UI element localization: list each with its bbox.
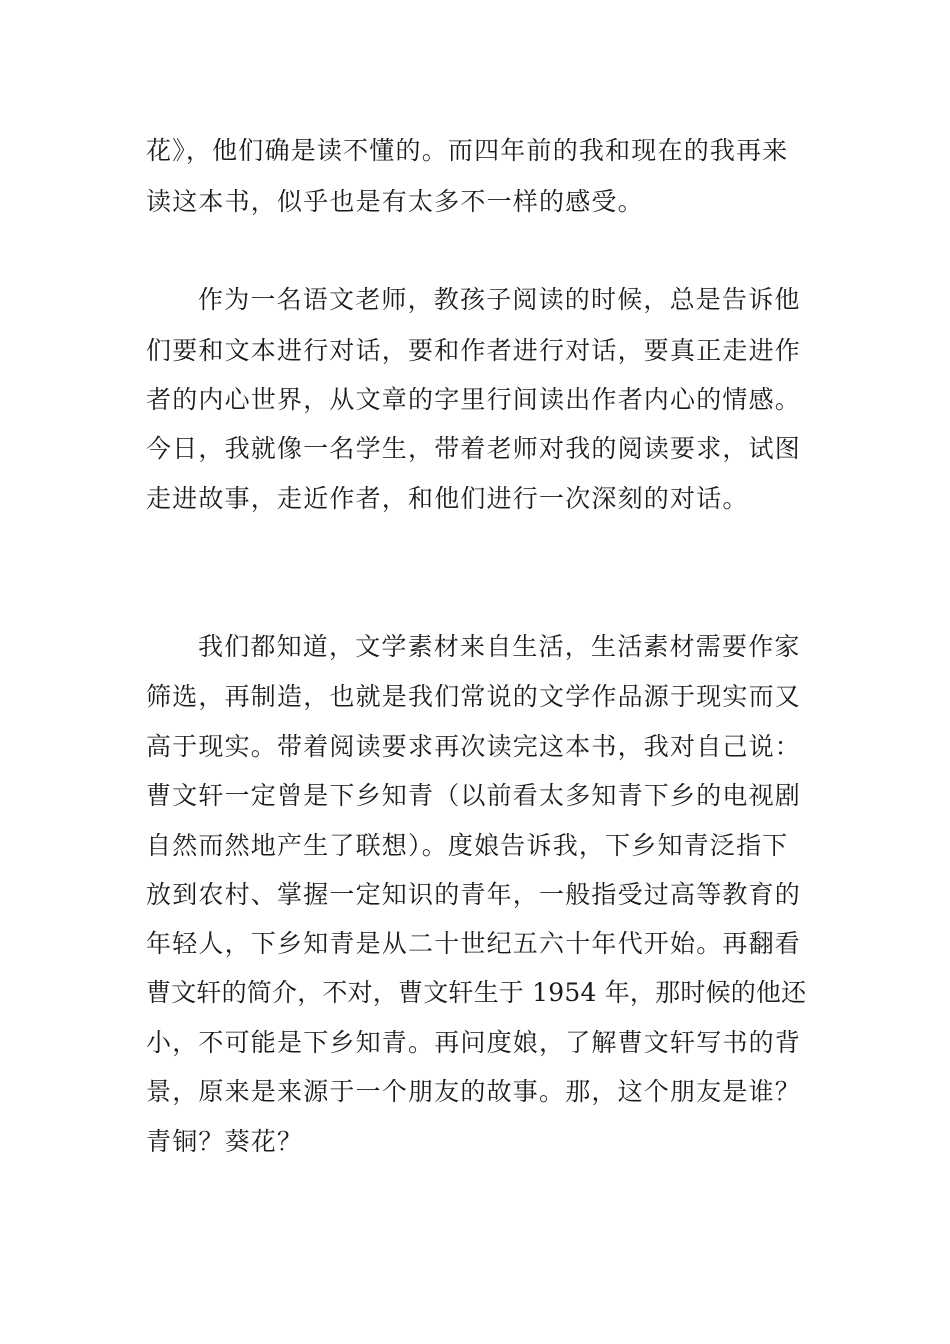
paragraph-3-line-2: 筛选，再制造，也就是我们常说的文学作品源于现实而又: [146, 682, 802, 711]
paragraph-3-line-10: 景，原来是来源于一个朋友的故事。那，这个朋友是谁？: [146, 1077, 802, 1106]
paragraph-3-line-9: 小，不可能是下乡知青。再问度娘，了解曹文轩写书的背: [146, 1028, 802, 1057]
paragraph-3-line-3: 高于现实。带着阅读要求再次读完这本书，我对自己说：: [146, 732, 802, 761]
paragraph-3-line-6: 放到农村、掌握一定知识的青年，一般指受过高等教育的: [146, 880, 802, 909]
paragraph-2-line-3: 者的内心世界，从文章的字里行间读出作者内心的情感。: [146, 385, 802, 414]
paragraph-3-line-7: 年轻人，下乡知青是从二十世纪五六十年代开始。再翻看: [146, 929, 802, 958]
paragraph-3-line-11: 青铜？葵花？: [146, 1127, 304, 1156]
paragraph-3-line-8: 曹文轩的简介，不对，曹文轩生于 1954 年，那时候的他还: [146, 978, 807, 1007]
paragraph-3-line-5: 自然而然地产生了联想）。度娘告诉我，下乡知青泛指下: [146, 831, 789, 860]
paragraph-1-line-1: 花》，他们确是读不懂的。而四年前的我和现在的我再来: [146, 136, 789, 165]
paragraph-3-line-4: 曹文轩一定曾是下乡知青（以前看太多知青下乡的电视剧: [146, 781, 802, 810]
paragraph-1-line-2: 读这本书，似乎也是有太多不一样的感受。: [146, 187, 644, 216]
paragraph-2-line-1: 作为一名语文老师，教孩子阅读的时候，总是告诉他: [198, 285, 801, 314]
paragraph-2-line-4: 今日，我就像一名学生，带着老师对我的阅读要求，试图: [146, 434, 802, 463]
paragraph-2-line-5: 走进故事，走近作者，和他们进行一次深刻的对话。: [146, 484, 749, 513]
paragraph-3-line-1: 我们都知道，文学素材来自生活，生活素材需要作家: [198, 632, 801, 661]
paragraph-2-line-2: 们要和文本进行对话，要和作者进行对话，要真正走进作: [146, 336, 802, 365]
